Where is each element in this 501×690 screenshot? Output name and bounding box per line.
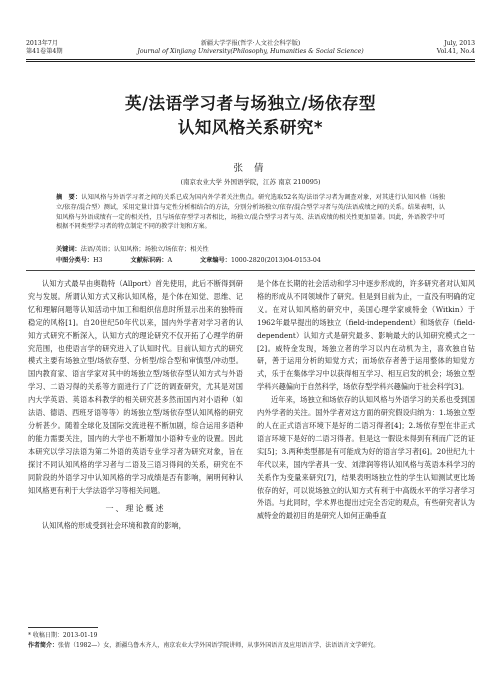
issue-volume: 第41卷第4期 bbox=[26, 48, 63, 56]
header-rule-thin bbox=[26, 61, 475, 62]
issue-info-en bbox=[437, 40, 475, 57]
classification-line bbox=[56, 256, 445, 266]
footnote bbox=[28, 631, 473, 651]
issue-date-en: July, 2013 bbox=[444, 40, 475, 47]
running-header bbox=[26, 40, 475, 74]
footnote-rule bbox=[28, 627, 98, 628]
abstract bbox=[56, 193, 445, 232]
keywords bbox=[56, 245, 445, 255]
doc-value: A bbox=[167, 257, 173, 264]
author-bio-label: 作者简介： bbox=[28, 642, 59, 649]
section-heading: 一、理论概述 bbox=[105, 504, 166, 514]
author-name: 张 倩 bbox=[233, 163, 268, 174]
author-bio-text: 张倩（1982—）女，新疆乌鲁木齐人，南京农业大学外国语学院讲师，从事外国语言及应用语言学、法语语言文学研究。 bbox=[58, 642, 380, 649]
body-column-right bbox=[257, 278, 475, 523]
article-value: 1000-2820(2013)04-0153-04 bbox=[230, 257, 321, 264]
journal-name-en: Journal of Xinjiang University(Philosophy, Humanities & Social Science) bbox=[137, 48, 364, 56]
body-column-left bbox=[28, 278, 243, 533]
issue-volume-en: Vol.41, No.4 bbox=[436, 48, 475, 56]
article-label: 文章编号： bbox=[200, 257, 231, 264]
author-bio bbox=[28, 641, 473, 651]
article-number bbox=[200, 256, 321, 266]
body-paragraph: 认知风格的形成受到社会环境和教育的影响， bbox=[42, 521, 186, 531]
header-rule-thick bbox=[26, 59, 475, 60]
doc-label: 文献标识码： bbox=[130, 257, 168, 264]
body-paragraph: 是个体在长期的社会活动和学习中逐步形成的，许多研究者对认知风格的形成从不同领域作了研究。但是到目前为止，一直没有明确的定义。在对认知风格的研究中，美国心理学家威特金（Witkin）于1962年最早提出的场独立（field-independent）和场依存（field-dependent）认知方式是研究最多、影响最大的认知研究模式之一[2]。威特金发现，场独立者的学习以内在动机为主，喜欢独自钻研，善于运用分析的知觉方式；而场依存者善于运用整体的知觉方式，乐于在集体学习中以获得相互学习、相互启发的机会；场独立型学科兴趣偏向于自然科学，场依存型学科兴趣偏向于社会科学[3]。 bbox=[257, 279, 475, 392]
title-line-2: 认知风格关系研究* bbox=[177, 118, 324, 137]
title-line-1: 英/法语学习者与场独立/场依存型 bbox=[124, 94, 377, 113]
author-affiliation: (南京农业大学 外国语学院，江苏 南京 210095) bbox=[180, 178, 321, 186]
received-date: * 收稿日期：2013-01-19 bbox=[28, 632, 98, 639]
clc-value: H3 bbox=[93, 257, 103, 264]
clc-number bbox=[56, 256, 102, 266]
keywords-text: 法语/英语；认知风格；场独立/场依存；相关性 bbox=[80, 246, 209, 253]
doc-code bbox=[130, 256, 172, 266]
body-paragraph: 近年来，场独立和场依存的认知风格与外语学习的关系也受到国内外学者的关注。国外学者对这方面的研究假设归纳为：1.场独立型的人在正式语言环境下是好的二语习得者[4]；2.场依存型在非正式语言环境下是好的二语习得者。但是这一假设未得到有利而广泛的证实[5]；3.两种类型都是有可能成为好的语言学习者[6]。20世纪九十年代以来，国内学者具一安、刘津润等将认知风格与英语本科学习的关系作为变量来研究[7]，结果表明场独立性的学生认知测试更比场依存的好，可以说场独立的认知方式有利于中高级水平的学习者学习外语。与此同时，学术界也提出过完全否定的观点，有些研究者认为威特金的最初目的是研究人如何正确垂直 bbox=[257, 395, 475, 521]
abstract-label: 摘 要： bbox=[56, 194, 82, 201]
article-title bbox=[0, 92, 501, 140]
keywords-label: 关键词： bbox=[56, 246, 81, 253]
journal-name bbox=[26, 40, 475, 57]
body-paragraph: 认知方式最早由奥勒特（Allport）首先使用，此后不断得到研究与发展。所谓认知方式又称认知风格，是个体在知觉、思维、记忆和理解问题等认知活动中加工和组织信息时所显示出来的独特而稳定的风格[1]。自20世纪50年代以来，国内外学者对学习者的认知方式研究不断深入，认知方式的理论研究不仅开拓了心理学的研究范围，也使语言学的研究进入了认知时代。目前认知方式的研究模式主要有场独立型/场依存型、分析型/综合型和审慎型/冲动型。国内教育家、语言学家对其中的场独立型/场依存型认知方式与外语学习、二语习得的关系等方面进行了广泛的调查研究，尤其是对国内大学英语、英语本科教学的相关研究甚多然而国内对小语种（如法语、德语、西班牙语等等）的场独立型/场依存型认知风格的研究分析甚少。随着全球化及国际交流进程不断加剧，综合运用多语种的能力需要关注，国内的大学也不断增加小语种专业的设置。因此本研究以学习法语为第二外语的英语专业学习者为研究对象，旨在探讨不同认知风格的学习者与二语及三语习得间的关系，研究在不同阶段的外语学习中认知风格的学习成绩是否有影响，阐明何种认知风格更有利于大学法语学习等相关问题。 bbox=[28, 279, 243, 495]
abstract-text: 认知风格与外语学习者之间的关系已成为国内外学者关注焦点。研究选取52名英/法语学习者为调查对象，对其进行认知风格（场独立/依存/混合型）测试，采用定量计算与定性分析相结合的方法，分别分析场独立/依存/混合型学习者与英/法语成绩之间的关系。结果表明，认知风格与外语成绩有一定的相关性，且与场依存型学习者相比，场独立/混合型学习者与英、法语成绩的相关性更加显著。因此，外语教学中可根据不同类型学习者的特点制定不同的教学计划和方案。 bbox=[56, 194, 445, 231]
abstract-divider bbox=[26, 270, 475, 271]
issue-date: 2013年7月 bbox=[26, 40, 59, 47]
clc-label: 中图分类号： bbox=[56, 257, 94, 264]
journal-name-cn: 新疆大学学报(哲学·人文社会科学版) bbox=[200, 40, 301, 47]
